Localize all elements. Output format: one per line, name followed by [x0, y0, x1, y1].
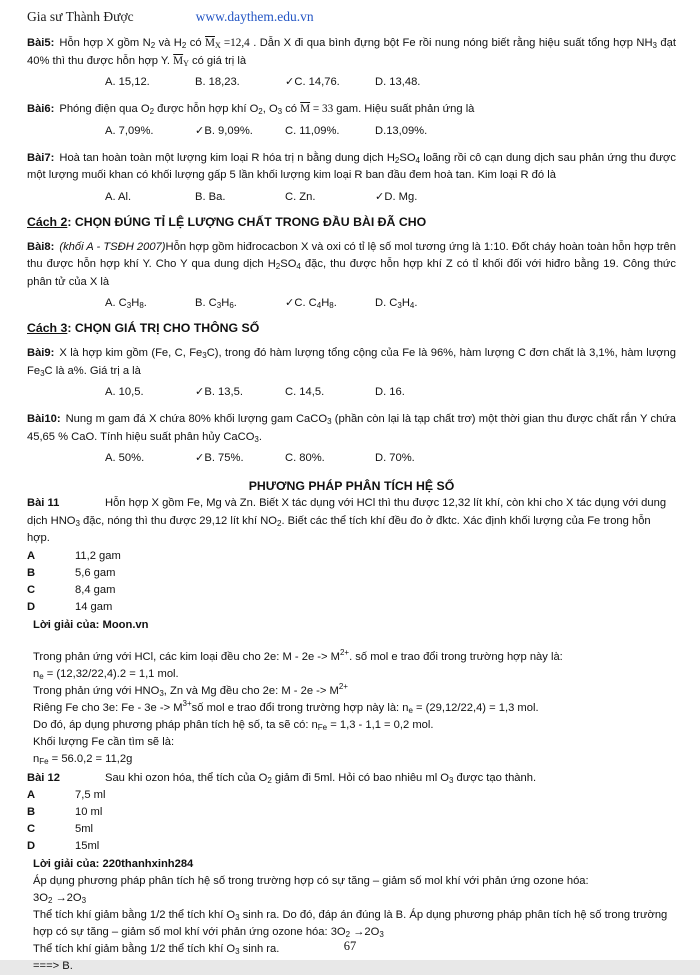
- option-d: D.13,09%.: [375, 124, 428, 137]
- section-title: PHƯƠNG PHÁP PHÂN TÍCH HỆ SỐ: [248, 479, 455, 493]
- option-b: B. $C_3H_6$.: [195, 297, 237, 310]
- answer-letter: C: [27, 823, 36, 835]
- page-header: [27, 9, 676, 25]
- option-a: A. 10,5.: [105, 386, 144, 398]
- problem-bai11-answers: [27, 548, 676, 616]
- answer-letter: A: [27, 549, 36, 562]
- page-number: 67: [343, 939, 357, 953]
- answer-row-d: [27, 838, 676, 855]
- answer-text: 14 gam: [75, 600, 113, 613]
- solution-line: $n_{Fe} = 56.0,2 = 11,2g$: [33, 752, 133, 766]
- heading-cach-2: [27, 215, 676, 229]
- option-c: C. 80%.: [285, 452, 325, 464]
- answer-text: 15ml: [75, 840, 100, 852]
- answer-row-b: [27, 565, 676, 582]
- problem-bai8-label: Bài8:: [27, 240, 55, 253]
- problem-bai7-label: Bài7:: [27, 151, 55, 164]
- answer-text: 5,6 gam: [75, 566, 116, 579]
- problem-bai8-options: [27, 295, 676, 312]
- solution-line: Thể tích khí giảm bằng 1/2 thể tích khí $O_3$ sinh ra.: [33, 943, 280, 956]
- problem-bai5-text: Hỗn hợp X gồm $N_2$ và $H_2$ có $\overline{M}_X =12,4$ . Dẫn X đi qua bình đựng bột Fe rồi nung nóng biết rằng hiệu suất tổng hợp $NH_3$ đạt 40% thì thu được hỗn hợp Y. $\overline{M}_Y$ có giá trị là: [27, 37, 676, 68]
- option-c: C. Zn.: [285, 190, 316, 203]
- problem-bai9: [27, 345, 676, 380]
- solution-line: Thể tích khí giảm bằng 1/2 thể tích khí $O_3$ sinh ra. Do đó, đáp án đúng là B. Áp dụng phương pháp phân tích hệ số trong trường hợp có sự tăng – giảm số mol khí với phản ứng ozone hóa: $3O_2 \to 2O_3$: [33, 909, 668, 939]
- answer-text: 8,4 gam: [75, 583, 116, 596]
- option-c-checked: ✓C. 14,76.: [285, 76, 340, 88]
- problem-bai12-text: Sau khi ozon hóa, thể tích của $O_2$ giảm đi 5ml. Hỏi có bao nhiêu ml $O_3$ được tạo thành.: [105, 771, 537, 785]
- option-a: A. 7,09%.: [105, 124, 154, 137]
- problem-bai10-options: [27, 450, 676, 467]
- heading-cach-3-rest: : CHỌN GIÁ TRỊ CHO THÔNG SỐ: [67, 321, 260, 335]
- option-a: A. 15,12.: [105, 76, 150, 88]
- solution-author-bai12: Lời giải của: 220thanhxinh284: [33, 858, 194, 870]
- solution-line: ===> B.: [33, 960, 73, 972]
- solution-line: Khối lượng Fe cần tìm sẽ là:: [33, 735, 175, 748]
- solution-line: $n_e = (12,32/22,4).2 = 1,1$ mol.: [33, 667, 179, 681]
- option-b-checked: ✓B. 9,09%.: [195, 124, 253, 137]
- problem-bai6-label: Bài6:: [27, 103, 55, 115]
- option-d-checked: ✓D. Mg.: [375, 190, 418, 203]
- problem-bai10: [27, 411, 676, 446]
- option-b-checked: ✓B. 13,5.: [195, 386, 243, 398]
- problem-bai8: [27, 239, 676, 292]
- option-b: B. Ba.: [195, 190, 226, 203]
- solution-bai11: [27, 649, 676, 768]
- answer-text: 10 ml: [75, 806, 103, 818]
- brand-text: Gia sư Thành Được: [27, 9, 134, 24]
- heading-cach-3: [27, 321, 676, 335]
- solution-author-bai11: Lời giải của: Moon.vn: [33, 618, 149, 631]
- option-c: C. 14,5.: [285, 386, 325, 398]
- solution-line: Riêng Fe cho 3e: $Fe - 3e -> M^{3+}số$ mol e trao đổi trong trường hợp này là: $n_e = (29,12/22,4) = 1,3$ mol.: [33, 698, 539, 715]
- heading-cach-2-lead: Cách 2: [27, 214, 68, 229]
- option-a: A. Al.: [105, 190, 132, 203]
- problem-bai12: [27, 770, 676, 788]
- option-d: D. 13,48.: [375, 76, 421, 88]
- solution-line: $3O_2 \to 2O_3$: [33, 892, 87, 905]
- answer-letter: D: [27, 840, 36, 852]
- problem-bai5: [27, 35, 676, 70]
- problem-bai6-options: [27, 123, 676, 140]
- solution-line: Trong phản ứng với HCl, các kim loại đều cho 2e: $M - 2e -> M^{2+}$. số mol e trao đổi trong trường hợp này là:: [33, 647, 563, 663]
- option-a: A. 50%.: [105, 452, 145, 464]
- answer-row-c: [27, 582, 676, 599]
- answer-text: 7,5 ml: [75, 789, 106, 801]
- answer-letter: C: [27, 583, 36, 596]
- solution-line: Do đó, áp dụng phương pháp phân tích hệ số, ta sẽ có: $n_{Fe} = 1,3 - 1,1 = 0,2$ mol.: [33, 718, 434, 732]
- option-d: D. 16.: [375, 386, 405, 398]
- problem-bai9-label: Bài9:: [27, 347, 55, 359]
- problem-bai6: [27, 101, 676, 119]
- problem-bai5-options: [27, 74, 676, 91]
- option-c: C. 11,09%.: [285, 124, 340, 137]
- heading-cach-2-rest: : CHỌN ĐÚNG TỈ LỆ LƯỢNG CHẤT TRONG ĐẦU BÀI ĐÃ CHO: [67, 214, 427, 229]
- option-c-checked: ✓C. $C_4H_8$.: [285, 297, 337, 310]
- answer-letter: B: [27, 806, 36, 818]
- problem-bai6-text: Phóng điện qua $O_2$ được hỗn hợp khí $O_2$, $O_3$ có $\overline{M} = 33$ gam. Hiệu suất phản ứng là: [59, 103, 475, 116]
- answer-row-a: [27, 548, 676, 565]
- problem-bai8-text: (khối A - TSĐH 2007)Hỗn hợp gồm hiđrocacbon X và oxi có tỉ lệ số mol tương ứng là 1:10. Đốt cháy hoàn toàn hỗn hợp trên thu được hỗn hợp khí Y. Cho Y qua dung dịch $H_2SO_4$ đặc, thu được hỗn hợp khí Z có tỉ khối đối với hiđro bằng 19. Công thức phân tử của X là: [27, 240, 676, 288]
- problem-bai12-answers: [27, 787, 676, 855]
- answer-text: 5ml: [75, 823, 94, 835]
- problem-bai12-label: Bài 12: [27, 771, 60, 784]
- answer-row-c: [27, 821, 676, 838]
- problem-bai11-text: Hỗn hợp X gồm Fe, Mg và Zn. Biết X tác dụng với HCl thì thu được 12,32 lít khí, còn khi cho X tác dụng với dung dịch $HNO_3$ đặc, nóng thì thu được 29,12 lít khí $NO_2$. Biết các thể tích khí đều đo ở đktc. Xác định khối lượng của Fe trong hỗn hợp.: [27, 497, 667, 544]
- solution-bai12: [27, 873, 676, 975]
- problem-bai11-label: Bài 11: [27, 497, 60, 509]
- problem-bai5-label: Bài5:: [27, 37, 55, 49]
- problem-bai10-text: Nung m gam đá X chứa 80% khối lượng gam CaCO$_3$ (phần còn lại là tạp chất trơ) một thời gian thu được chất rắn Y chứa 45,65 % CaO. Tính hiệu suất phân hủy CaCO$_3$.: [27, 413, 676, 444]
- answer-letter: A: [27, 789, 36, 801]
- heading-cach-3-lead: Cách 3: [27, 321, 68, 335]
- answer-row-a: [27, 787, 676, 804]
- answer-row-b: [27, 804, 676, 821]
- problem-bai7: [27, 150, 676, 185]
- solution-line: Trong phản ứng với $HNO_3$, Zn và Mg đều cho 2e: $M - 2e -> M^{2+}$: [33, 681, 348, 698]
- problem-bai11: [27, 495, 676, 548]
- answer-letter: D: [27, 600, 36, 613]
- option-b: B. 18,23.: [195, 76, 240, 88]
- problem-bai9-text: X là hợp kim gồm (Fe, C, $Fe_3C$), trong đó hàm lượng tổng cộng của Fe là 96%, hàm lượng C đơn chất là 3,1%, hàm lượng $Fe_3C$ là a%. Giá trị a là: [27, 347, 676, 378]
- problem-bai10-label: Bài10:: [27, 413, 61, 425]
- answer-letter: B: [27, 566, 36, 579]
- option-d: D. 70%.: [375, 452, 415, 464]
- option-d: D. $C_3H_4$.: [375, 297, 418, 310]
- solution-line: Áp dụng phương pháp phân tích hệ số trong trường hợp có sự tăng – giảm số mol khí với phản ứng ozone hóa:: [33, 875, 589, 887]
- answer-row-d: [27, 599, 676, 616]
- option-b-checked: ✓B. 75%.: [195, 452, 244, 464]
- problem-bai7-text: Hoà tan hoàn toàn một lượng kim loại R hóa trị n bằng dung dịch $H_2SO_4$ loãng rồi cô cạn dung dịch sau phản ứng thu được một lượng muối khan có khối lượng gấp 5 lần khối lượng kim loại R ban đầu đem hoà tan. Kim loại R đó là: [27, 151, 676, 181]
- problem-bai9-options: [27, 384, 676, 401]
- option-a: A. $C_3H_8$.: [105, 297, 147, 310]
- answer-text: 11,2 gam: [75, 549, 121, 562]
- problem-bai7-options: [27, 189, 676, 206]
- site-link[interactable]: www.daythem.edu.vn: [195, 9, 314, 24]
